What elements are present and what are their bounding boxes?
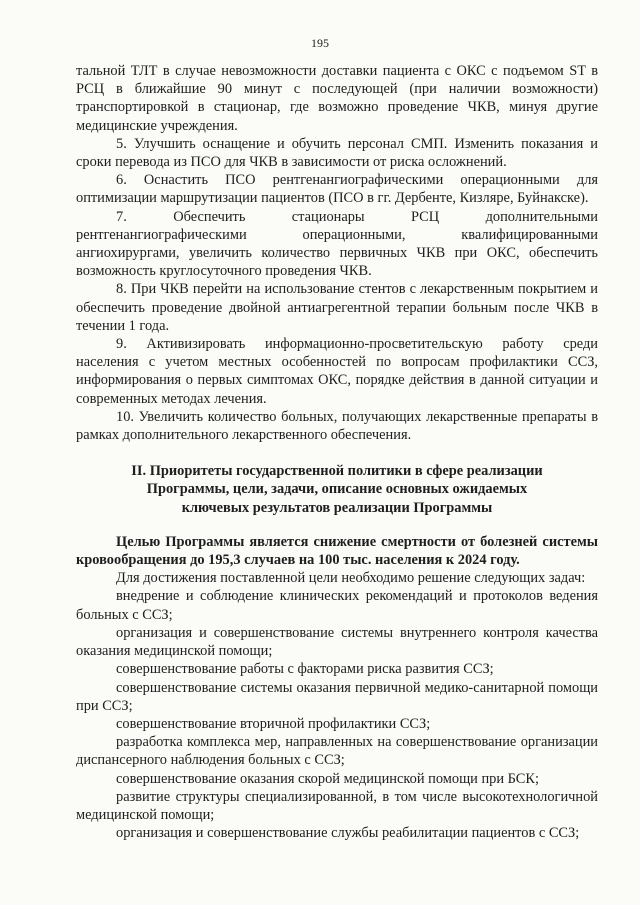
section-heading-line: Программы, цели, задачи, описание основных ожидаемых <box>146 481 528 498</box>
measure-item: 10. Увеличить количество больных, получающих лекарственные препараты в рамках дополнительного лекарственного обеспечения. <box>76 408 598 444</box>
task-item: организация и совершенствование системы внутреннего контроля качества оказания медицинской помощи; <box>76 624 598 660</box>
measure-item: 5. Улучшить оснащение и обучить персонал СМП. Изменить показания и сроки перевода из ПСО для ЧКВ в зависимости от риска осложнений. <box>76 135 598 171</box>
page-content <box>76 62 598 842</box>
measure-item: 9. Активизировать информационно-просветительскую работу среди населения с учетом местных особенностей по вопросам профилактики ССЗ, информирования о первых симптомах ОКС, порядке действия в данной ситуации и современных методах лечения. <box>76 336 598 407</box>
section-heading-line: II. Приоритеты государственной политики в сфере реализации <box>131 463 543 480</box>
program-goal: Целью Программы является снижение смертности от болезней системы кровообращения до 195,3 случаев на 100 тыс. населения к 2024 году. <box>76 533 598 569</box>
measure-item: 7. Обеспечить стационары РСЦ дополнительными рентгенангиографическими операционными, квалифицированными ангиохирургами, увеличить количество первичных ЧКВ при ОКС, обеспечить возможность круглосуточного проведения ЧКВ. <box>76 208 598 280</box>
task-item: совершенствование работы с факторами риска развития ССЗ; <box>116 661 494 678</box>
task-item: организация и совершенствование службы реабилитации пациентов с ССЗ; <box>116 825 580 842</box>
measure-item: 8. При ЧКВ перейти на использование стентов с лекарственным покрытием и обеспечить проведение двойной антиагрегентной терапии больным после ЧКВ в течении 1 года. <box>76 281 598 334</box>
page-number: 195 <box>311 36 329 50</box>
tasks-intro: Для достижения поставленной цели необходимо решение следующих задач: <box>116 570 586 587</box>
task-item: совершенствование вторичной профилактики ССЗ; <box>116 715 431 732</box>
task-item: разработка комплекса мер, направленных на совершенствование организации диспансерного наблюдения больных с ССЗ; <box>76 734 598 769</box>
continuation-paragraph: тальной ТЛТ в случае невозможности доставки пациента с ОКС с подъемом ST в РСЦ в ближайшие 90 минут с последующей (при наличии возможности) транспортировкой в стационар, где возможно проведение ЧКВ, минуя другие медицинские учреждения. <box>76 63 598 134</box>
section-heading-line: ключевых результатов реализации Программы <box>181 499 493 516</box>
task-item: совершенствование оказания скорой медицинской помощи при БСК; <box>116 770 540 787</box>
measure-item: 6. Оснастить ПСО рентгенангиографическими операционными для оптимизации маршрутизации пациентов (ПСО в гг. Дербенте, Кизляре, Буйнакске). <box>76 172 598 207</box>
task-item: совершенствование системы оказания первичной медико-санитарной помощи при ССЗ; <box>76 679 598 714</box>
section-heading <box>76 462 598 517</box>
task-item: внедрение и соблюдение клинических рекомендаций и протоколов ведения больных с ССЗ; <box>76 588 598 623</box>
task-item: развитие структуры специализированной, в том числе высокотехнологичной медицинской помощи; <box>76 788 598 823</box>
